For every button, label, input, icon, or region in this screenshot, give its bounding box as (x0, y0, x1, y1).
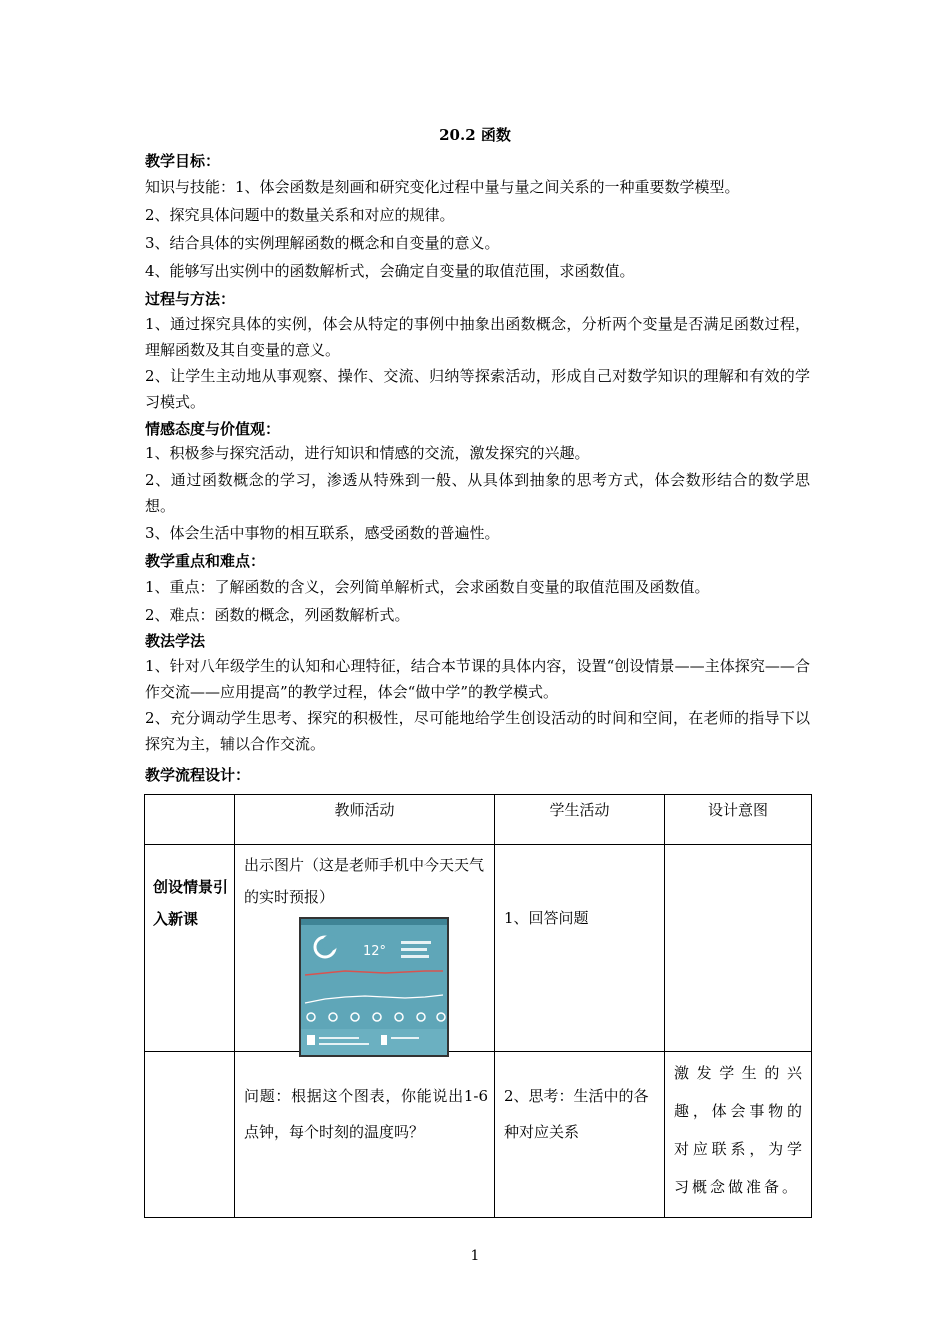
teacher-text: 问题：根据这个图表，你能说出1-6点钟，每个时刻的温度吗？ (244, 1087, 488, 1141)
emotion-3: 3、体会生活中事物的相互联系，感受函数的普遍性。 (145, 524, 500, 542)
emotion-1: 1、积极参与探究活动，进行知识和情感的交流，激发探究的兴趣。 (145, 444, 590, 462)
method-1: 1、针对八年级学生的认知和心理特征，结合本节课的具体内容，设置“创设情景——主体探究——合作交流——应用提高”的教学过程，体会“做中学”的教学模式。 (145, 657, 810, 701)
stage-cell (145, 845, 235, 1052)
moon-icon (351, 1013, 359, 1021)
table-row (145, 845, 812, 1052)
emotion-heading: 情感态度与价值观： (145, 420, 281, 438)
goal-1: 知识与技能：1、体会函数是刻画和研究变化过程中量与量之间关系的一种重要数学模型。 (145, 178, 740, 196)
teacher-cell (235, 1052, 495, 1218)
page-number: 1 (470, 1248, 480, 1264)
goal-4: 4、能够写出实例中的函数解析式，会确定自变量的取值范围，求函数值。 (145, 262, 635, 280)
header-intent: 设计意图 (665, 795, 812, 845)
key-1: 1、重点：了解函数的含义，会列简单解析式，会求函数自变量的取值范围及函数值。 (145, 578, 710, 596)
moon-icon (329, 1013, 337, 1021)
process-1: 1、通过探究具体的实例，体会从特定的事例中抽象出函数概念，分析两个变量是否满足函数过程，理解函数及其自变量的意义。 (145, 315, 810, 359)
intent-text: 激发学生的兴趣，体会事物的对应联系，为学习概念做准备。 (674, 1064, 805, 1196)
page-title: 20.2 函数 (439, 126, 511, 144)
goal-3: 3、结合具体的实例理解函数的概念和自变量的意义。 (145, 234, 500, 252)
key-2: 2、难点：函数的概念，列函数解析式。 (145, 606, 410, 624)
cloud-icon (373, 1013, 381, 1021)
goals-heading: 教学目标： (145, 152, 221, 170)
student-cell (495, 845, 665, 1052)
student-cell (495, 1052, 665, 1218)
runner-icon (381, 1035, 387, 1045)
flow-heading: 教学流程设计： (145, 766, 251, 784)
goal-2: 2、探究具体问题中的数量关系和对应的规律。 (145, 206, 455, 224)
table-header-row (145, 795, 812, 845)
shirt-icon (307, 1035, 315, 1045)
cloud-icon (437, 1013, 445, 1021)
method-heading: 教法学法 (145, 632, 206, 650)
stage-cell (145, 1052, 235, 1218)
intent-cell (665, 1052, 812, 1218)
cloud-icon (417, 1013, 425, 1021)
lower-temperature-line (305, 995, 443, 1003)
weather-screenshot (299, 917, 449, 1057)
temperature-line (305, 971, 443, 975)
key-heading: 教学重点和难点： (145, 552, 266, 570)
student-text: 1、回答问题 (504, 909, 589, 927)
moon-icon (307, 1013, 315, 1021)
header-empty-cell (145, 795, 235, 845)
stage-label: 创设情景引入新课 (153, 878, 229, 928)
weather-graphic (301, 919, 447, 1055)
method-2: 2、充分调动学生思考、探究的积极性，尽可能地给学生创设活动的时间和空间，在老师的指导下以探究为主，辅以合作交流。 (145, 709, 810, 753)
intent-cell (665, 845, 812, 1052)
process-2: 2、让学生主动地从事观察、操作、交流、归纳等探索活动，形成自己对数学知识的理解和有效的学习模式。 (145, 367, 810, 411)
cloud-icon (395, 1013, 403, 1021)
table-row (145, 1052, 812, 1218)
teacher-text: 出示图片（这是老师手机中今天天气的实时预报） (244, 856, 485, 906)
current-temp: 12° (363, 944, 387, 959)
process-heading: 过程与方法： (145, 290, 236, 308)
flow-table (144, 794, 812, 1218)
student-text: 2、思考：生活中的各种对应关系 (504, 1087, 649, 1141)
emotion-2: 2、通过函数概念的学习，渗透从特殊到一般、从具体到抽象的思考方式，体会数形结合的数学思想。 (145, 471, 810, 515)
header-teacher: 教师活动 (235, 795, 495, 845)
header-student: 学生活动 (495, 795, 665, 845)
